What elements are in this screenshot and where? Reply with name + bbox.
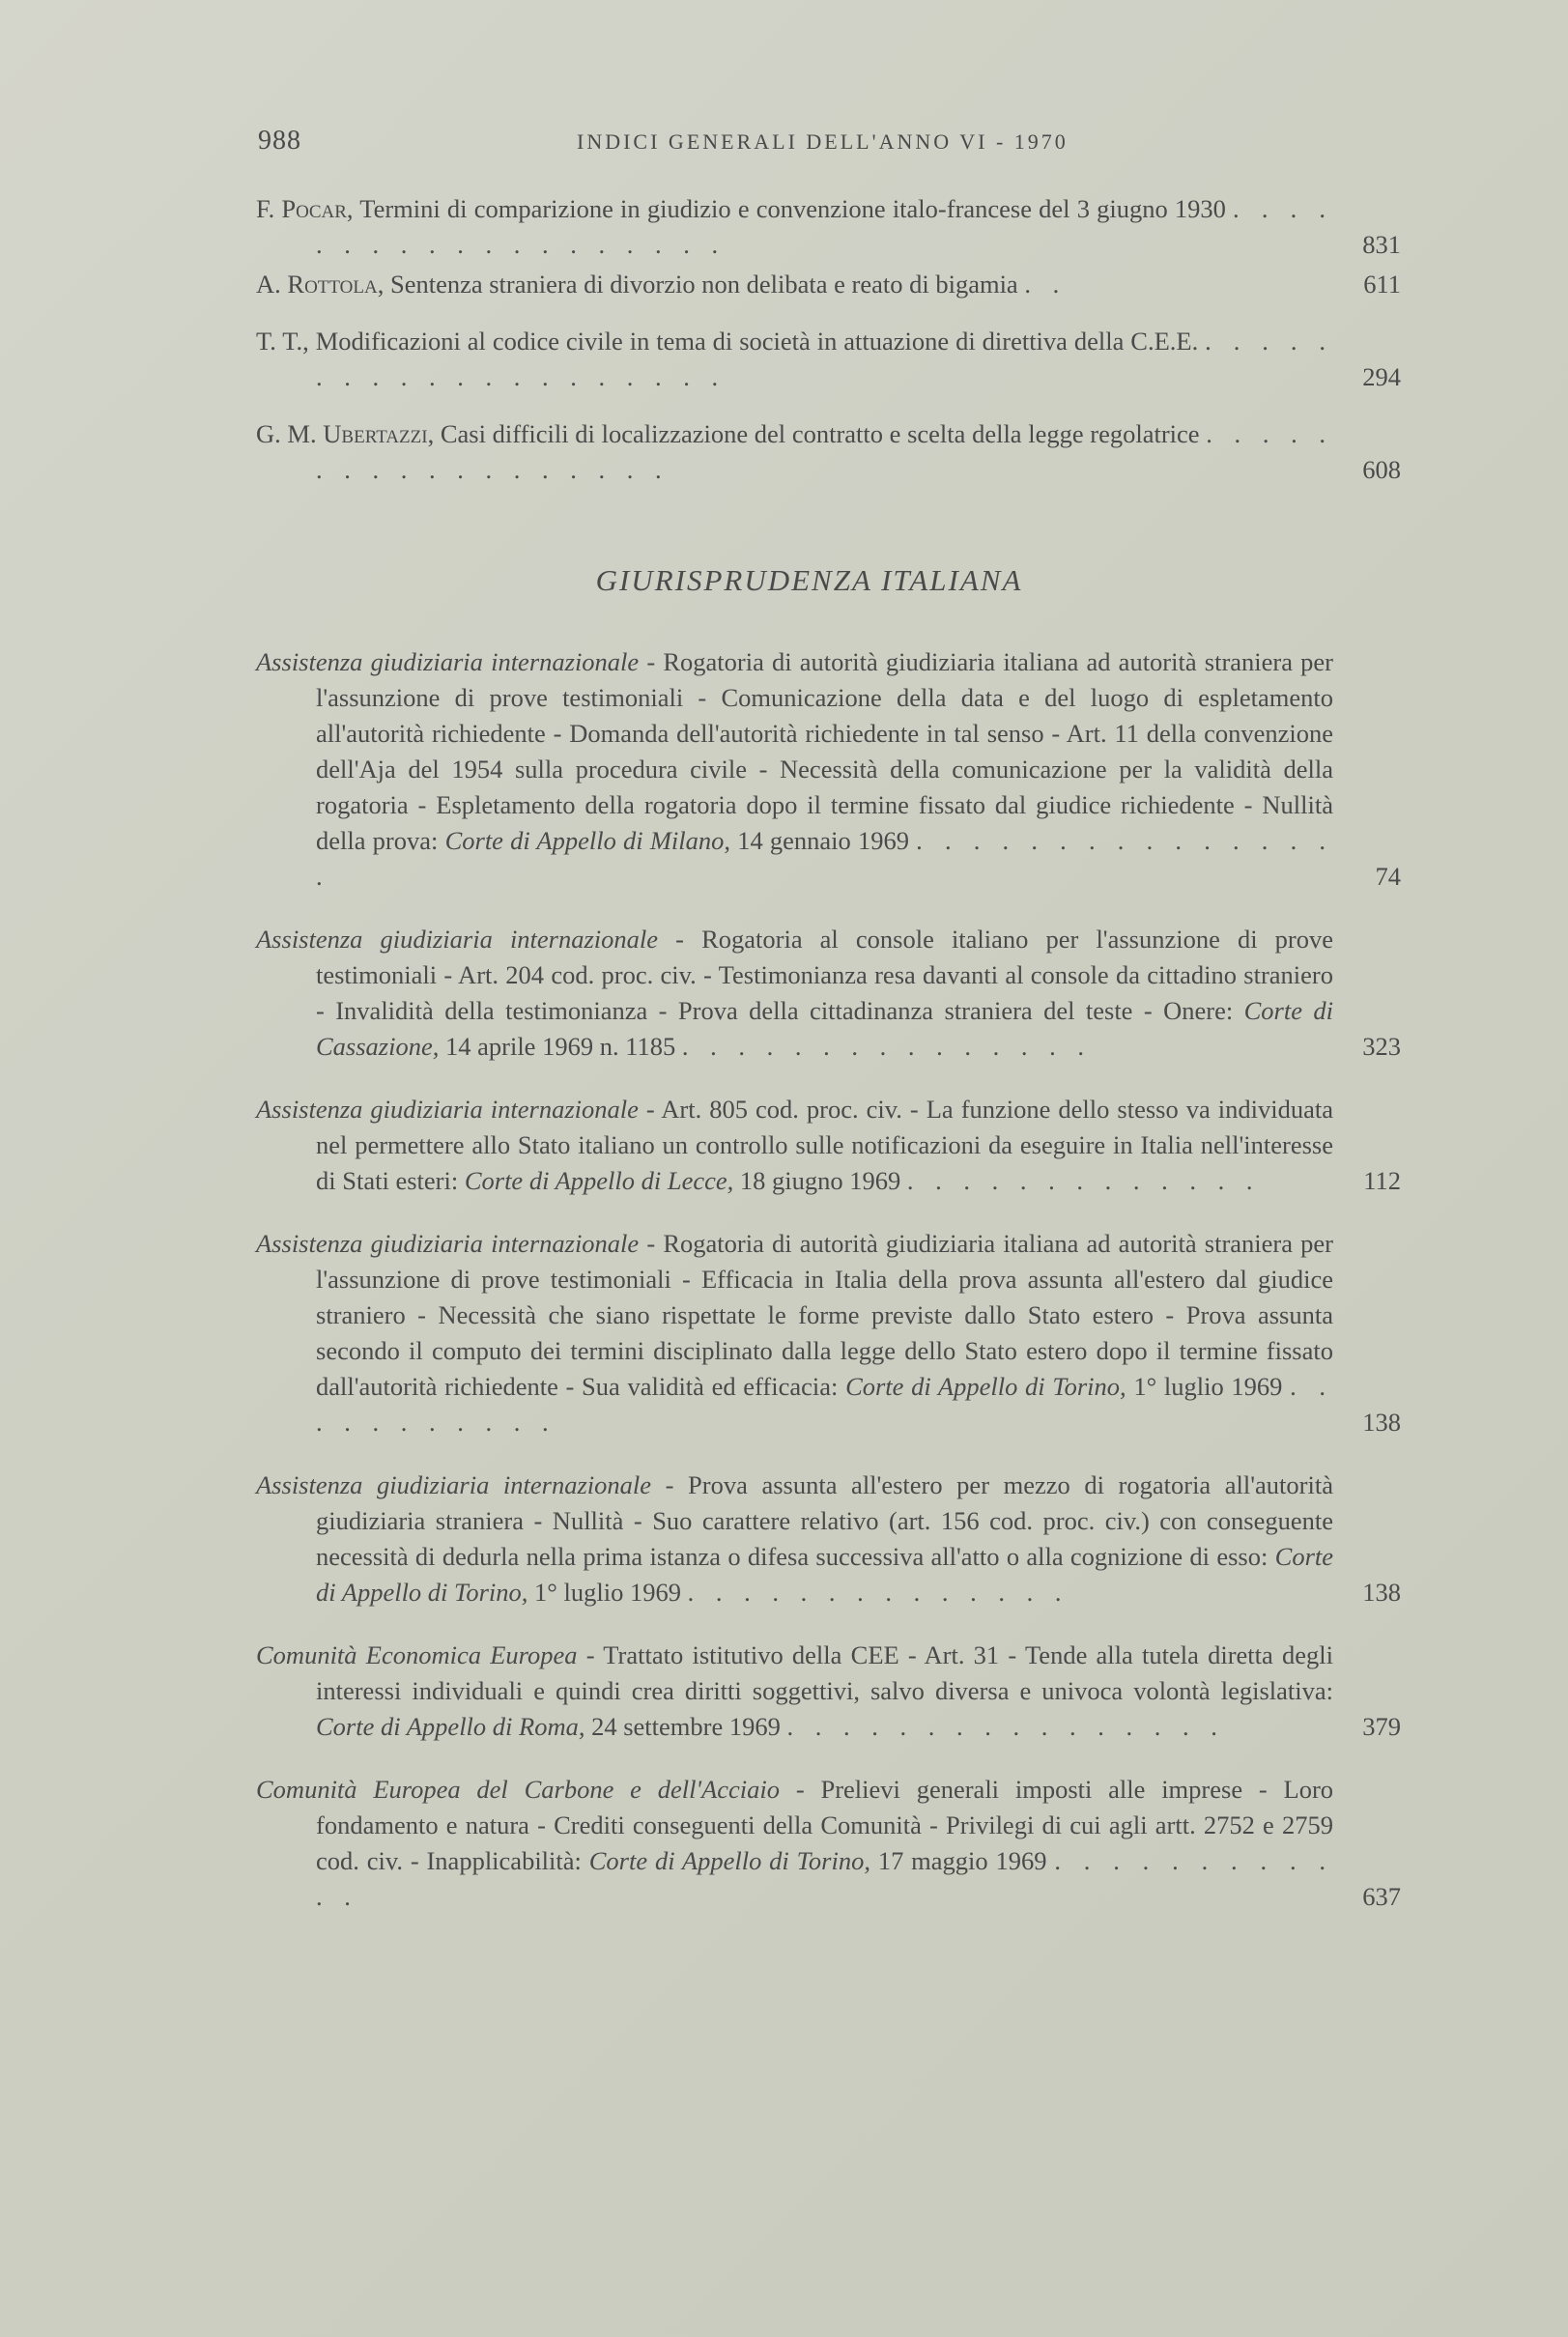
case-entry (256, 1468, 1401, 1610)
decision-date: 17 maggio 1969 (877, 1846, 1047, 1875)
court-name: Corte di Appello di Milano, (444, 826, 731, 855)
leader-dots: . . . . . . . . . . . . . . (687, 1578, 1069, 1607)
case-summary: - Prova assunta all'estero per mezzo di rogatoria all'autorità giudiziaria straniera - Nullità - Suo carattere relativo (art. 156 cod. proc. civ.) con conseguente necessità di dedurla nella prima istanza o difesa successiva all'atto o alla cognizione di esso: (316, 1470, 1333, 1571)
case-summary: - Rogatoria al console italiano per l'assunzione di prove testimoniali - Art. 204 cod. proc. civ. - Testimonianza resa davanti al console da cittadino straniero - Invalidità della testimonianza - Prova della cittadinanza straniera del teste - Onere: (316, 925, 1333, 1025)
decision-date: 18 giugno 1969 (739, 1166, 901, 1195)
page-reference: 74 (1375, 862, 1401, 891)
page-reference: 294 (1362, 362, 1401, 391)
running-head: INDICI GENERALI DELL'ANNO VI - 1970 (577, 129, 1069, 154)
leader-dots: . . . . . . . . . . . . . . . . (786, 1712, 1225, 1741)
case-entry (256, 1226, 1401, 1440)
case-entry (256, 1638, 1401, 1745)
case-summary: - Art. 805 cod. proc. civ. - La funzione dello stesso va individuata nel permettere allo Stato italiano un controllo sulle notificazioni da eseguire in Italia nell'interesse di Stati esteri: (316, 1095, 1333, 1195)
article-title: Casi difficili di localizzazione del contratto e scelta della legge regolatrice (440, 419, 1200, 448)
case-subject: Assistenza giudiziaria internazionale (256, 1470, 652, 1499)
article-entry (256, 267, 1401, 302)
article-title: Modificazioni al codice civile in tema di società in attuazione di direttiva della C.E.E. (315, 327, 1199, 356)
leader-dots: . . . . . . . . . . . . . . . . (316, 826, 1334, 891)
case-subject: Assistenza giudiziaria internazionale (256, 1095, 639, 1124)
case-subject: Assistenza giudiziaria internazionale (256, 647, 640, 676)
page-reference: 379 (1362, 1712, 1401, 1741)
case-entry (256, 1092, 1401, 1199)
page-reference: 831 (1362, 230, 1401, 259)
article-author: F. Pocar, (256, 194, 354, 223)
case-subject: Assistenza giudiziaria internazionale (256, 925, 659, 954)
case-summary: - Rogatoria di autorità giudiziaria italiana ad autorità straniera per l'assunzione di prove testimoniali - Efficacia in Italia della prova assunta all'estero dal giudice straniero - Necessità che siano rispettate le forme previste dallo Stato estero - Prova assunta secondo il computo dei termini disciplinato dalla legge dello Stato estero dopo il termine fissato dall'autorità richiedente - Sua validità ed efficacia: (316, 1229, 1334, 1401)
index-content (256, 191, 1401, 1915)
case-summary: - Prelievi generali imposti alle imprese - Loro fondamento e natura - Crediti conseguenti della Comunità - Privilegi di cui agli artt. 2752 e 2759 cod. civ. - Inapplicabilità: (316, 1775, 1334, 1875)
case-summary: - Trattato istitutivo della CEE - Art. 31 - Tende alla tutela diretta degli interessi individuali e quindi crea diritti soggettivi, salvo diversa e univoca volontà legislativa: (316, 1640, 1334, 1705)
leader-dots: . . . . . . . . . . . (316, 1372, 1334, 1437)
page-number: 988 (258, 126, 301, 156)
case-subject: Comunità Europea del Carbone e dell'Acciaio (256, 1775, 781, 1804)
page-reference: 138 (1362, 1408, 1401, 1437)
article-title: Sentenza straniera di divorzio non delibata e reato di bigamia (389, 270, 1018, 299)
article-author: A. Rottola, (256, 270, 385, 299)
case-entry (256, 922, 1401, 1065)
page-reference: 608 (1362, 455, 1401, 484)
case-subject: Assistenza giudiziaria internazionale (256, 1229, 640, 1258)
article-entry (256, 191, 1401, 263)
page-reference: 138 (1362, 1578, 1401, 1607)
decision-date: 1° luglio 1969 (1133, 1372, 1283, 1401)
case-subject: Comunità Economica Europea (256, 1640, 578, 1669)
court-name: Corte di Appello di Torino, (845, 1372, 1126, 1401)
page-reference: 112 (1363, 1166, 1401, 1195)
leader-dots: . . . . . . . . . . . . . . . . . . . (316, 194, 1334, 259)
page-reference: 323 (1362, 1032, 1401, 1061)
leader-dots: . . . . . . . . . . . . (316, 1846, 1334, 1911)
court-name: Corte di Appello di Torino, (316, 1542, 1334, 1607)
article-entry (256, 324, 1401, 395)
leader-dots: . . . . . . . . . . . . . (906, 1166, 1261, 1195)
article-title: Termini di comparizione in giudizio e convenzione italo-francese del 3 giugno 1930 (359, 194, 1226, 223)
page-reference: 637 (1362, 1882, 1401, 1911)
decision-date: 1° luglio 1969 (534, 1578, 681, 1607)
article-entry (256, 416, 1401, 488)
page-reference: 611 (1363, 270, 1401, 299)
page-header (258, 126, 1398, 164)
case-summary: - Rogatoria di autorità giudiziaria italiana ad autorità straniera per l'assunzione di prove testimoniali - Comunicazione della data e del luogo di espletamento all'autorità richiedente - Domanda dell'autorità richiedente in tal senso - Art. 11 della convenzione dell'Aja del 1954 sulla procedura civile - Necessità della comunicazione per la validità della rogatoria - Espletamento della rogatoria dopo il termine fissato dal giudice richiedente - Nullità della prova: (316, 647, 1334, 855)
decision-date: 14 gennaio 1969 (737, 826, 909, 855)
decision-date: 24 settembre 1969 (591, 1712, 781, 1741)
case-entry (256, 644, 1401, 895)
decision-date: 14 aprile 1969 n. 1185 (445, 1032, 676, 1061)
leader-dots: . . (1024, 270, 1068, 299)
leader-dots: . . . . . . . . . . . . . . . . . . (316, 419, 1334, 484)
case-entry (256, 1772, 1401, 1915)
court-name: Corte di Appello di Roma, (316, 1712, 585, 1741)
article-author: T. T., (256, 327, 309, 356)
section-heading: GIURISPRUDENZA ITALIANA (595, 563, 1023, 597)
court-name: Corte di Appello di Torino, (588, 1846, 870, 1875)
leader-dots: . . . . . . . . . . . . . . . . . . . . (316, 327, 1334, 391)
article-author: G. M. Ubertazzi, (256, 419, 435, 448)
leader-dots: . . . . . . . . . . . . . . . (681, 1032, 1092, 1061)
court-name: Corte di Appello di Lecce, (464, 1166, 734, 1195)
court-name: Corte di Cassazione, (316, 996, 1334, 1061)
